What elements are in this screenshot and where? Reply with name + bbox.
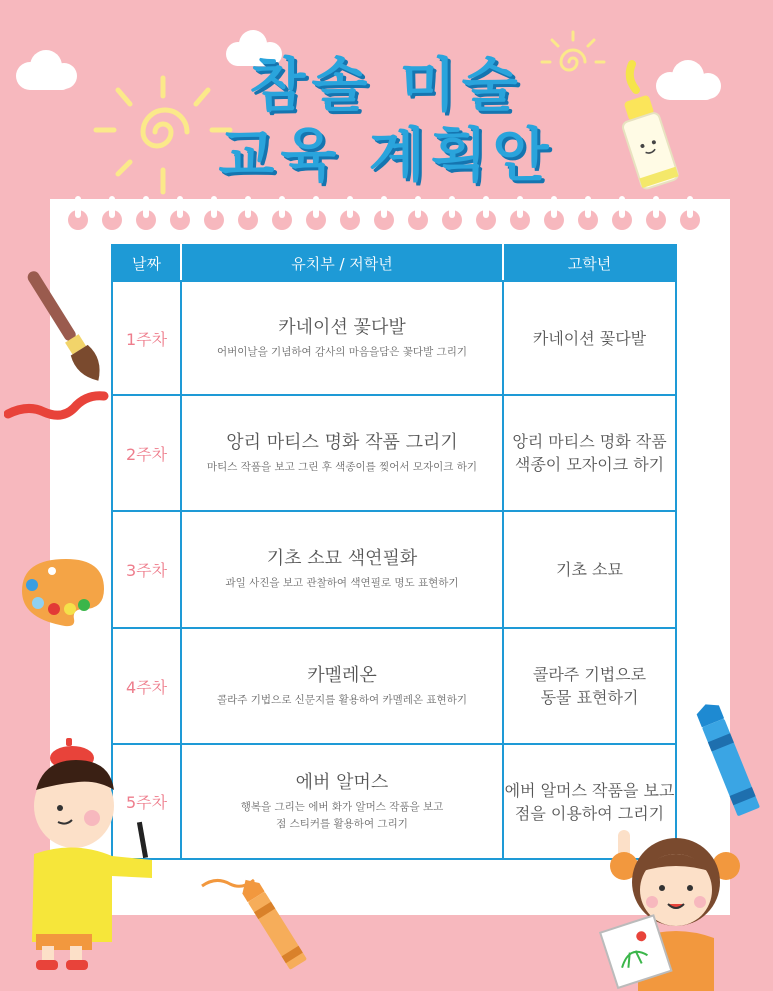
- spiral-holes: [68, 210, 718, 232]
- junior-title: 앙리 마티스 명화 작품 그리기: [226, 431, 458, 453]
- senior-text: 점을 이용하여 그리기: [514, 803, 665, 823]
- senior-text: 기초 소묘: [556, 560, 623, 579]
- junior-desc: 마티스 작품을 보고 그린 후 색종이를 찢어서 모자이크 하기: [206, 460, 478, 473]
- senior-text: 콜라주 기법으로: [532, 665, 647, 684]
- table-row: [112, 395, 676, 511]
- senior-cell: [503, 395, 676, 511]
- page-title-line2: 교육 계획안: [218, 121, 555, 189]
- header-senior: 고학년: [503, 245, 676, 281]
- crayon-icon: [198, 868, 318, 973]
- table-row: [112, 281, 676, 395]
- header-date: 날짜: [112, 245, 181, 281]
- crayon-icon: [696, 700, 760, 820]
- page-title-line1: 참솔 미술: [249, 51, 524, 119]
- table-header-row: [112, 245, 676, 281]
- junior-desc: 행복을 그리는 에버 화가 알머스 작품을 보고: [240, 800, 444, 813]
- junior-cell: [181, 628, 503, 744]
- junior-desc: 과일 사진을 보고 관찰하여 색연필로 명도 표현하기: [225, 577, 459, 589]
- paintbrush-icon: [4, 262, 114, 427]
- junior-desc: 콜라주 기법으로 신문지를 활용하여 카멜레온 표현하기: [217, 693, 467, 706]
- table-row: [112, 744, 676, 859]
- table-row: [112, 511, 676, 628]
- palette-icon: [12, 555, 107, 627]
- senior-cell: [503, 281, 676, 395]
- week-label: 2주차: [112, 395, 181, 511]
- senior-text: 카네이션 꽃다발: [532, 328, 647, 348]
- boy-illustration: [12, 734, 162, 974]
- junior-title: 카멜레온: [307, 664, 377, 686]
- senior-cell: [503, 628, 676, 744]
- junior-cell: [181, 744, 503, 859]
- junior-cell: [181, 395, 503, 511]
- junior-title: 에버 알머스: [295, 771, 389, 793]
- lesson-plan-table: [111, 244, 677, 860]
- junior-cell: [181, 281, 503, 395]
- senior-text: 에버 알머스 작품을 보고: [504, 780, 675, 800]
- junior-cell: [181, 511, 503, 628]
- week-label: 3주차: [112, 511, 181, 628]
- week-label: 4주차: [112, 628, 181, 744]
- junior-desc: 어버이날을 기념하여 감사의 마음을담은 꽃다발 그리기: [217, 345, 467, 358]
- week-label: 5주차: [112, 744, 181, 859]
- week-label: 1주차: [112, 281, 181, 395]
- table-row: [112, 628, 676, 744]
- header-junior: 유치부 / 저학년: [181, 245, 503, 281]
- senior-text: 동물 표현하기: [540, 688, 639, 707]
- senior-text: 색종이 모자이크 하기: [514, 455, 665, 474]
- girl-illustration: [598, 822, 758, 991]
- junior-title: 카네이션 꽃다발: [278, 316, 406, 338]
- junior-title: 기초 소묘 색연필화: [266, 548, 418, 569]
- senior-cell: [503, 511, 676, 628]
- senior-text: 앙리 마티스 명화 작품: [512, 432, 667, 451]
- junior-desc: 점 스티커를 활용하여 그리기: [276, 817, 408, 830]
